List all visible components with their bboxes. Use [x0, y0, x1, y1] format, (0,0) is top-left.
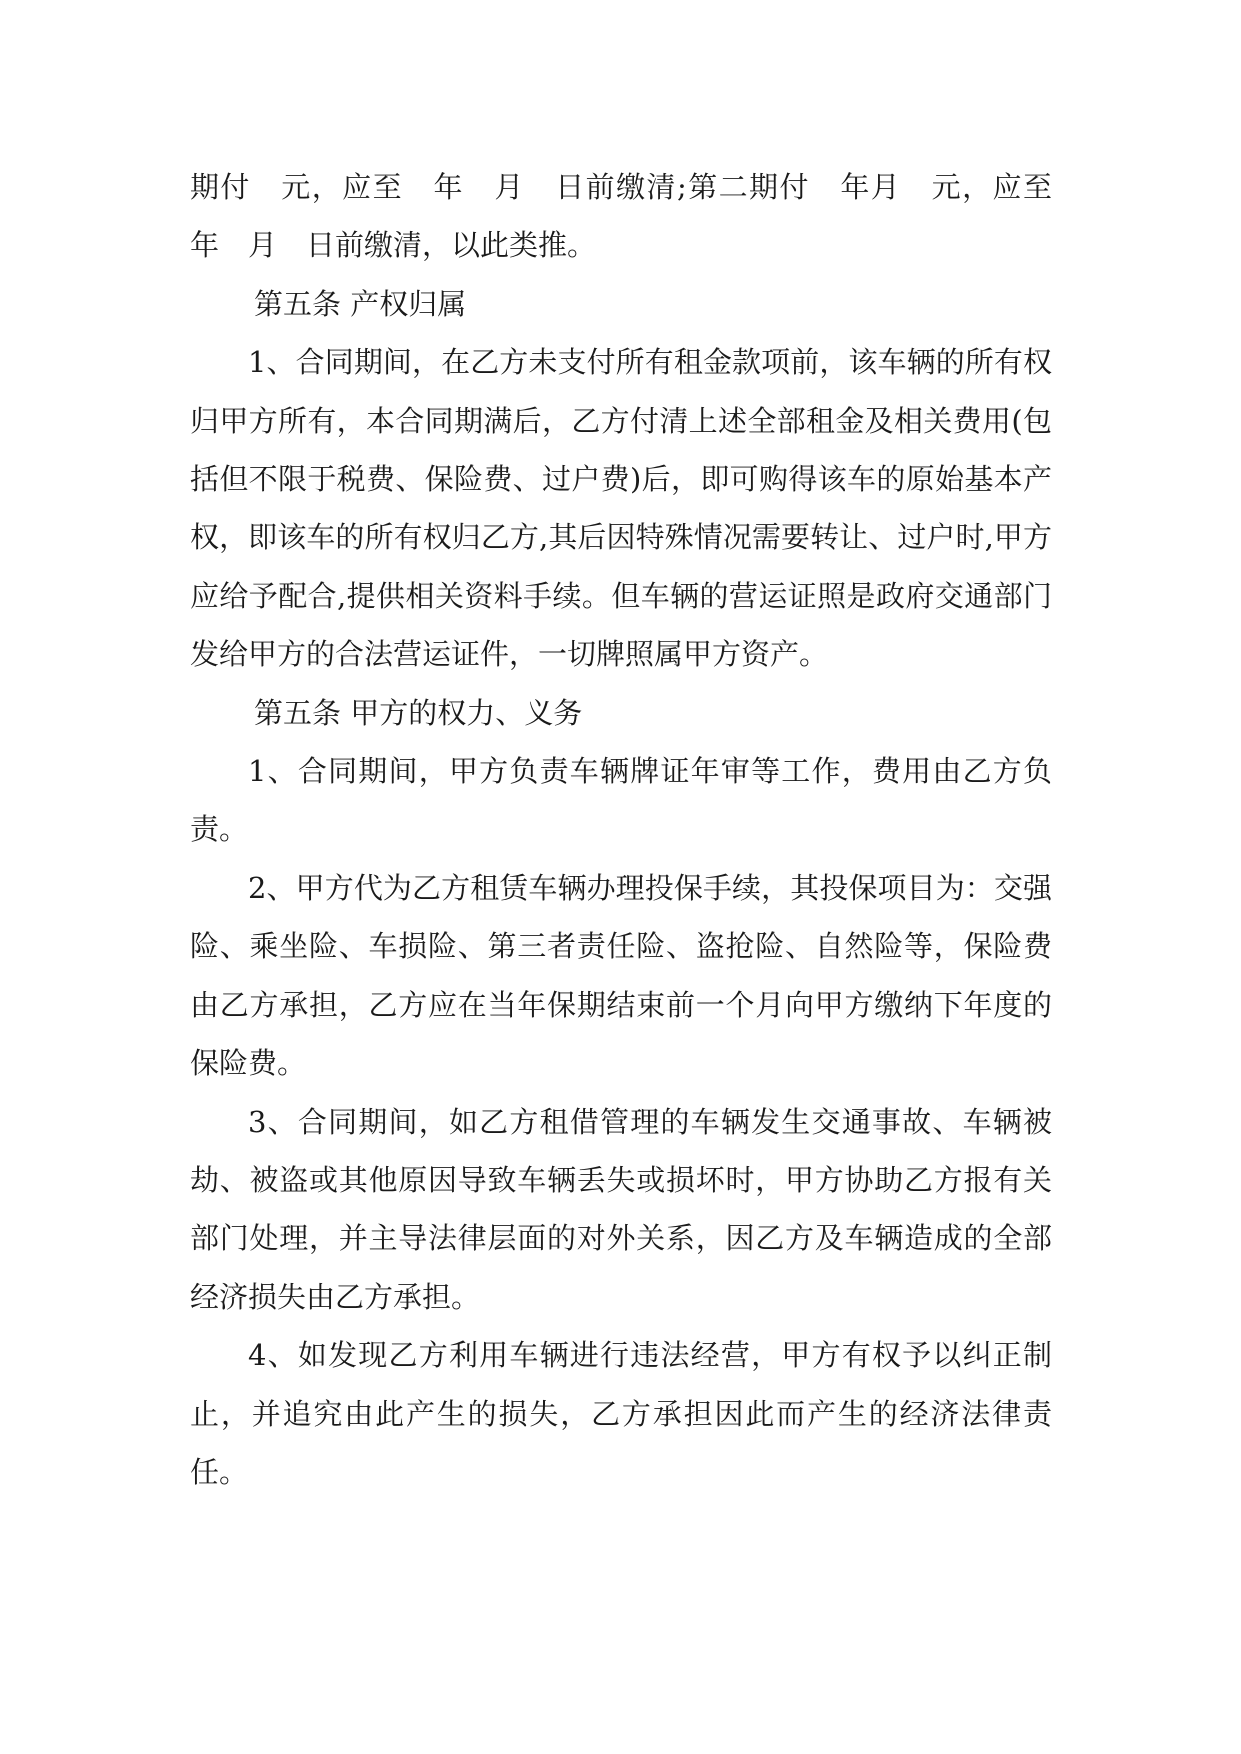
paragraph-clause-1: 1、合同期间，在乙方未支付所有租金款项前，该车辆的所有权归甲方所有，本合同期满后，乙方付清上述全部租金及相关费用(包括但不限于税费、保险费、过户费)后，即可购得该车的原始基本产权，即该车的所有权归乙方,其后因特殊情况需要转让、过户时,甲方应给予配合,提供相关资料手续。但车辆的营运证照是政府交通部门发给甲方的合法营运证件，一切牌照属甲方资产。	[190, 345, 1052, 672]
section-heading-property-rights: 第五条 产权归属	[254, 286, 467, 321]
paragraph-clause-2: 2、甲方代为乙方租赁车辆办理投保手续，其投保项目为：交强险、乘坐险、车损险、第三者责任险、盗抢险、自然险等，保险费由乙方承担，乙方应在当年保期结束前一个月向甲方缴纳下年度的保险费。	[190, 870, 1052, 1081]
paragraph-continuation: 期付 元，应至 年 月 日前缴清;第二期付 年月 元，应至 年 月 日前缴清，以此类推。	[190, 170, 1082, 263]
paragraph-clause-1: 1、合同期间，甲方负责车辆牌证年审等工作，费用由乙方负责。	[190, 754, 1052, 847]
paragraph-clause-4: 4、如发现乙方利用车辆进行违法经营，甲方有权予以纠正制止，并追究由此产生的损失，乙方承担因此而产生的经济法律责任。	[190, 1338, 1052, 1489]
section-heading-party-a-rights: 第五条 甲方的权力、义务	[254, 695, 583, 730]
document-body	[190, 158, 1082, 1501]
paragraph-clause-3: 3、合同期间，如乙方租借管理的车辆发生交通事故、车辆被劫、被盗或其他原因导致车辆丢失或损坏时，甲方协助乙方报有关部门处理，并主导法律层面的对外关系，因乙方及车辆造成的全部经济损失由乙方承担。	[190, 1104, 1052, 1314]
